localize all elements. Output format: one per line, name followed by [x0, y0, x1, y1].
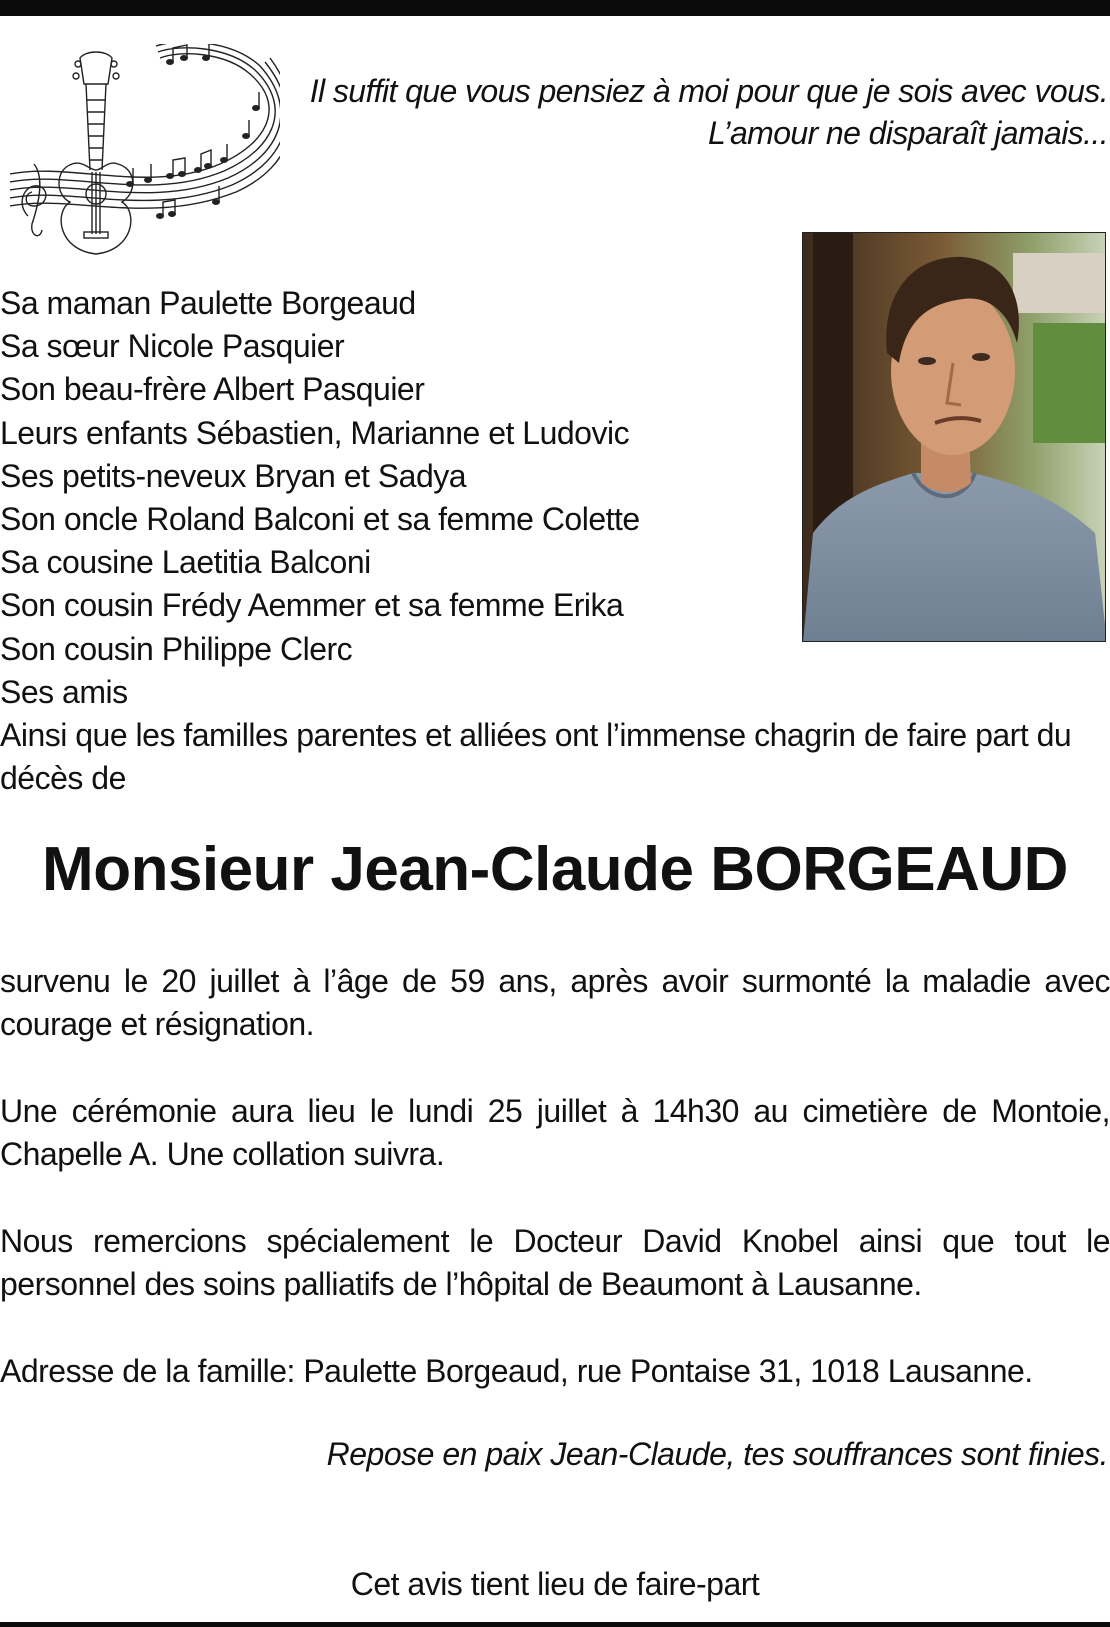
family-member-line: Sa cousine Laetitia Balconi [0, 544, 371, 581]
family-member-line: Son oncle Roland Balconi et sa femme Colette [0, 501, 640, 538]
family-list [0, 282, 1105, 800]
thanks-paragraph: Nous remercions spécialement le Docteur David Knobel ainsi que tout le personnel des soins palliatifs de l’hôpital de Beaumont à Lausanne. [0, 1223, 1110, 1302]
family-member-line: Son cousin Frédy Aemmer et sa femme Erika [0, 587, 624, 624]
family-member-line: Sa maman Paulette Borgeaud [0, 285, 416, 321]
ukulele-music-notes-icon [10, 44, 280, 268]
announcement-text: Ainsi que les familles parentes et alliées ont l’immense chagrin de faire part du décès de [0, 717, 1072, 797]
epigraph-line-1: Il suffit que vous pensiez à moi pour que je sois avec vous. [309, 73, 1108, 109]
bottom-border-rule [0, 1622, 1110, 1627]
family-member-line: Sa sœur Nicole Pasquier [0, 328, 345, 365]
ceremony-paragraph: Une cérémonie aura lieu le lundi 25 juillet à 14h30 au cimetière de Montoie, Chapelle A. Une collation suivra. [0, 1093, 1110, 1172]
family-member-line: Ses petits-neveux Bryan et Sadya [0, 457, 467, 494]
family-address: Adresse de la famille: Paulette Borgeaud, rue Pontaise 31, 1018 Lausanne. [0, 1353, 1033, 1389]
death-paragraph: survenu le 20 juillet à l’âge de 59 ans, après avoir surmonté la maladie avec courage et résignation. [0, 963, 1110, 1042]
top-border-rule [0, 0, 1110, 16]
epigraph-line-2: L’amour ne disparaît jamais... [708, 115, 1108, 151]
epigraph-quote [268, 70, 1108, 154]
family-member-line: Son cousin Philippe Clerc [0, 630, 353, 667]
family-member-line: Ses amis [0, 673, 128, 710]
family-member-line: Leurs enfants Sébastien, Marianne et Ludovic [0, 414, 630, 451]
farewell-line: Repose en paix Jean-Claude, tes souffrances sont finies. [326, 1436, 1108, 1472]
footer-notice: Cet avis tient lieu de faire-part [350, 1566, 760, 1602]
family-member-line: Son beau-frère Albert Pasquier [0, 371, 425, 408]
deceased-name: Monsieur Jean-Claude BORGEAUD [42, 835, 1068, 904]
